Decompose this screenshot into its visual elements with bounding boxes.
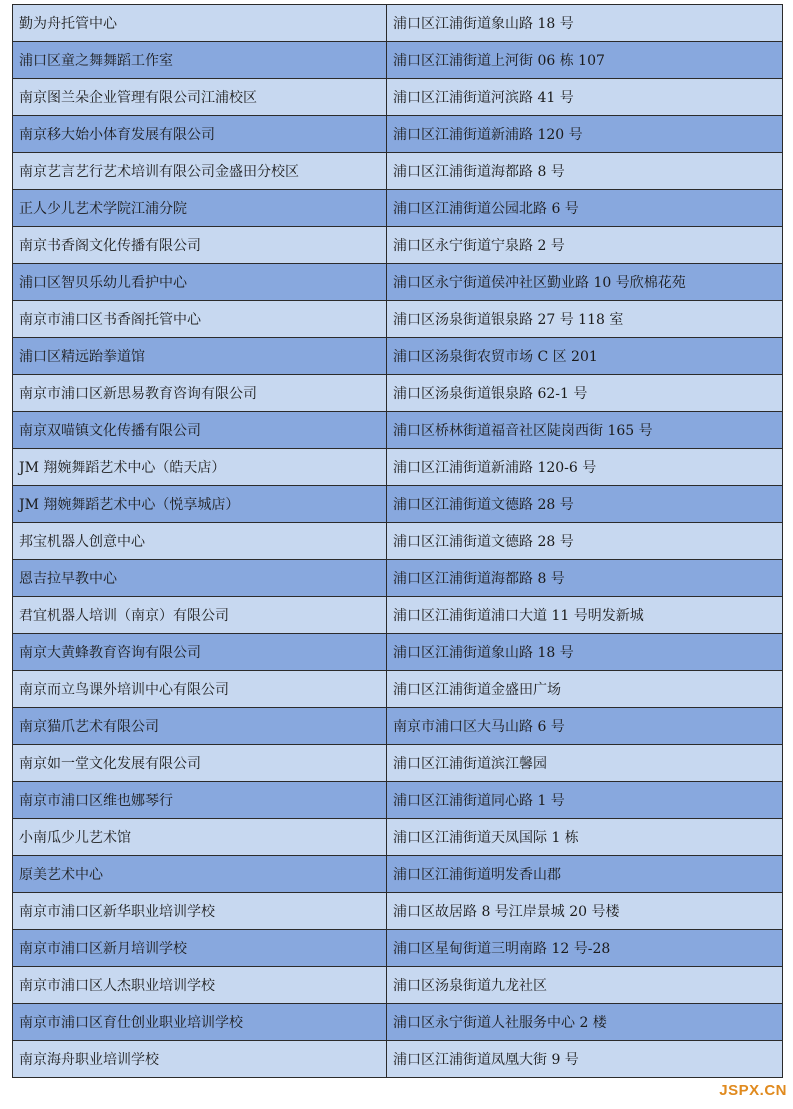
table-row [13,967,783,1004]
institution-address-cell: 浦口区故居路 8 号江岸景城 20 号楼 [387,893,783,930]
institution-table [12,4,783,1078]
institution-address-cell: 浦口区江浦街道河滨路 41 号 [387,79,783,116]
institution-name-cell: 南京艺言艺行艺术培训有限公司金盛田分校区 [13,153,387,190]
institution-address-cell: 浦口区江浦街道文德路 28 号 [387,523,783,560]
table-row [13,5,783,42]
table-row [13,264,783,301]
institution-address-cell: 浦口区汤泉街道银泉路 27 号 118 室 [387,301,783,338]
institution-name-cell: 小南瓜少儿艺术馆 [13,819,387,856]
institution-address-cell: 浦口区江浦街道新浦路 120 号 [387,116,783,153]
institution-address-cell: 浦口区江浦街道凤凰大街 9 号 [387,1041,783,1078]
table-row [13,1004,783,1041]
institution-name-cell: 浦口区精远跆拳道馆 [13,338,387,375]
table-row [13,42,783,79]
institution-address-cell: 浦口区永宁街道人社服务中心 2 楼 [387,1004,783,1041]
institution-address-cell: 浦口区永宁街道宁泉路 2 号 [387,227,783,264]
institution-address-cell: 浦口区汤泉街道九龙社区 [387,967,783,1004]
table-row [13,190,783,227]
table-row [13,227,783,264]
table-row [13,1041,783,1078]
table-row [13,116,783,153]
institution-address-cell: 浦口区江浦街道滨江馨园 [387,745,783,782]
institution-name-cell: 南京图兰朵企业管理有限公司江浦校区 [13,79,387,116]
table-row [13,375,783,412]
institution-address-cell: 浦口区江浦街道同心路 1 号 [387,782,783,819]
table-row [13,708,783,745]
institution-address-cell: 浦口区桥林街道福音社区陡岗西街 165 号 [387,412,783,449]
institution-name-cell: 君宜机器人培训（南京）有限公司 [13,597,387,634]
institution-address-cell: 浦口区星甸街道三明南路 12 号-28 [387,930,783,967]
institution-name-cell: 南京市浦口区书香阁托管中心 [13,301,387,338]
institution-name-cell: 浦口区童之舞舞蹈工作室 [13,42,387,79]
institution-address-cell: 浦口区江浦街道明发香山郡 [387,856,783,893]
institution-name-cell: 正人少儿艺术学院江浦分院 [13,190,387,227]
watermark-logo: JSPX.CN [719,1082,787,1099]
institution-name-cell: 南京市浦口区育仕创业职业培训学校 [13,1004,387,1041]
institution-address-cell: 浦口区江浦街道象山路 18 号 [387,634,783,671]
table-row [13,893,783,930]
table-row [13,523,783,560]
institution-name-cell: 南京书香阁文化传播有限公司 [13,227,387,264]
institution-address-cell: 浦口区江浦街道海都路 8 号 [387,153,783,190]
institution-name-cell: 恩吉拉早教中心 [13,560,387,597]
institution-name-cell: 南京海舟职业培训学校 [13,1041,387,1078]
table-row [13,338,783,375]
institution-name-cell: 原美艺术中心 [13,856,387,893]
institution-name-cell: 南京市浦口区新思易教育咨询有限公司 [13,375,387,412]
table-row [13,486,783,523]
institution-name-cell: 南京市浦口区新月培训学校 [13,930,387,967]
institution-address-cell: 浦口区江浦街道文德路 28 号 [387,486,783,523]
table-row [13,449,783,486]
institution-address-cell: 浦口区江浦街道天凤国际 1 栋 [387,819,783,856]
institution-table-body [13,5,783,1078]
institution-address-cell: 浦口区江浦街道新浦路 120-6 号 [387,449,783,486]
table-row [13,782,783,819]
table-row [13,153,783,190]
institution-name-cell: 南京猫爪艺术有限公司 [13,708,387,745]
table-row [13,671,783,708]
institution-name-cell: 南京市浦口区人杰职业培训学校 [13,967,387,1004]
institution-address-cell: 浦口区江浦街道海都路 8 号 [387,560,783,597]
institution-name-cell: 南京如一堂文化发展有限公司 [13,745,387,782]
institution-name-cell: JM 翔婉舞蹈艺术中心（皓天店） [13,449,387,486]
institution-address-cell: 浦口区永宁街道侯冲社区勤业路 10 号欣棉花苑 [387,264,783,301]
table-row [13,819,783,856]
institution-name-cell: 浦口区智贝乐幼儿看护中心 [13,264,387,301]
institution-address-cell: 南京市浦口区大马山路 6 号 [387,708,783,745]
institution-name-cell: 邦宝机器人创意中心 [13,523,387,560]
institution-address-cell: 浦口区江浦街道金盛田广场 [387,671,783,708]
table-row [13,856,783,893]
table-row [13,560,783,597]
institution-address-cell: 浦口区江浦街道公园北路 6 号 [387,190,783,227]
institution-name-cell: 南京移大始小体育发展有限公司 [13,116,387,153]
table-row [13,745,783,782]
table-row [13,412,783,449]
table-row [13,79,783,116]
institution-name-cell: JM 翔婉舞蹈艺术中心（悦享城店） [13,486,387,523]
institution-name-cell: 南京双喵镇文化传播有限公司 [13,412,387,449]
institution-address-cell: 浦口区汤泉街道银泉路 62-1 号 [387,375,783,412]
institution-name-cell: 南京大黄蜂教育咨询有限公司 [13,634,387,671]
table-row [13,301,783,338]
institution-name-cell: 南京市浦口区新华职业培训学校 [13,893,387,930]
table-row [13,930,783,967]
institution-name-cell: 南京而立鸟课外培训中心有限公司 [13,671,387,708]
table-row [13,634,783,671]
institution-address-cell: 浦口区江浦街道上河街 06 栋 107 [387,42,783,79]
institution-name-cell: 南京市浦口区维也娜琴行 [13,782,387,819]
institution-address-cell: 浦口区汤泉街农贸市场 C 区 201 [387,338,783,375]
institution-address-cell: 浦口区江浦街道象山路 18 号 [387,5,783,42]
table-row [13,597,783,634]
institution-name-cell: 勤为舟托管中心 [13,5,387,42]
institution-address-cell: 浦口区江浦街道浦口大道 11 号明发新城 [387,597,783,634]
